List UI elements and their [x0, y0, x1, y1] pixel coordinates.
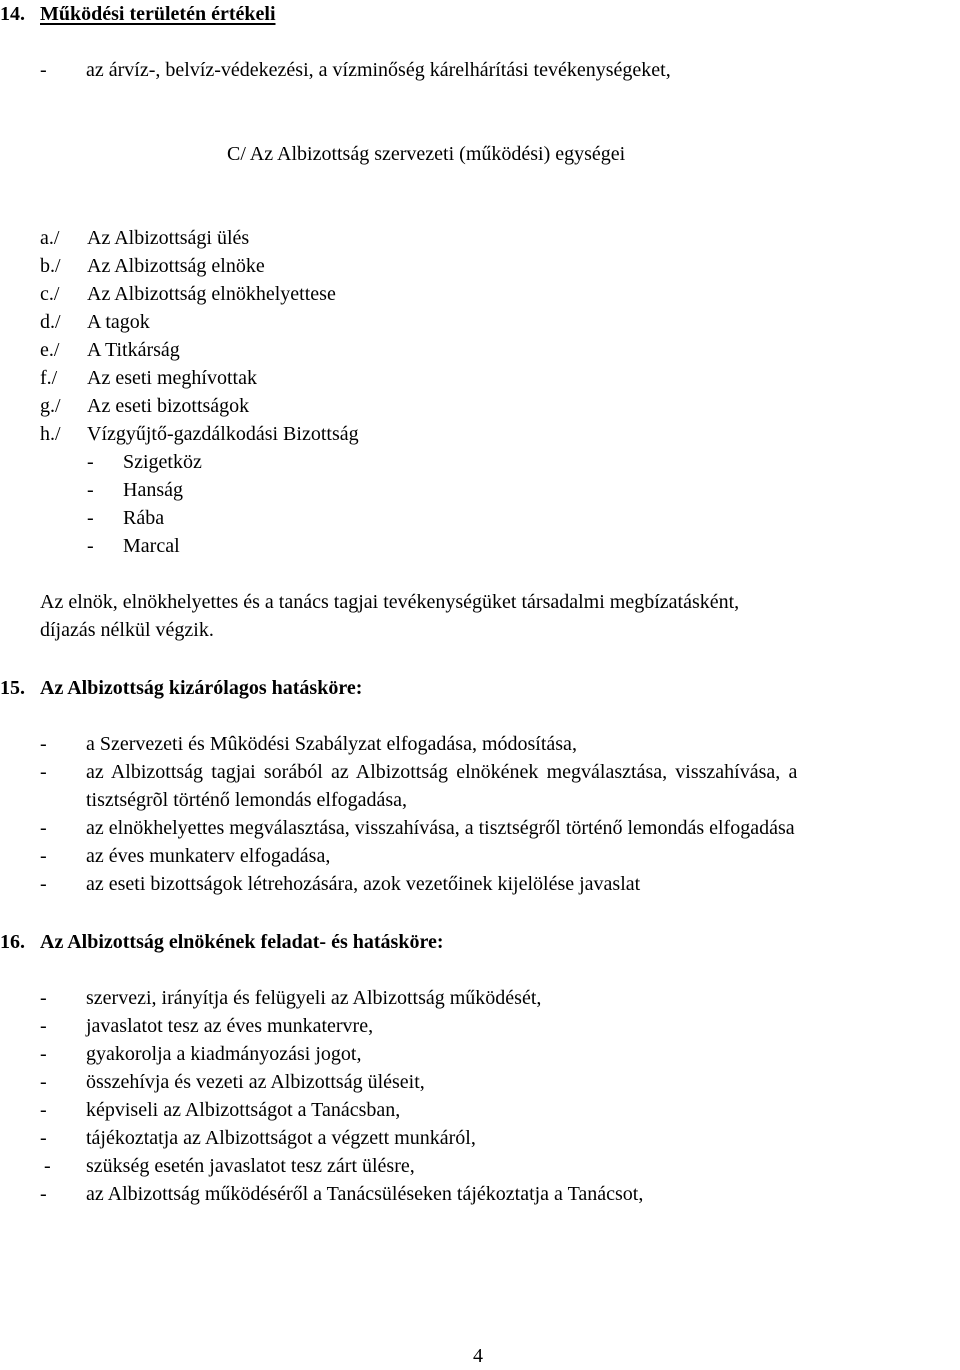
unit-label: c./ [40, 283, 60, 305]
subunit-text: Rába [123, 507, 165, 529]
section-15-item [0, 730, 960, 758]
item-text: az Albizottság működéséről a Tanácsüléseken tájékoztatja a Tanácsot, [86, 1183, 644, 1205]
dash: - [87, 507, 94, 529]
item-text: az árvíz-, belvíz-védekezési, a vízminőség kárelhárítási tevékenységeket, [86, 59, 671, 81]
unit-text: Az Albizottsági ülés [87, 227, 250, 249]
section-16-item [0, 984, 960, 1012]
dash: - [40, 1015, 47, 1037]
unit-label: e./ [40, 339, 60, 361]
section-15-item [0, 842, 960, 870]
dash: - [44, 1155, 51, 1177]
dash: - [40, 873, 47, 895]
dash: - [40, 733, 47, 755]
paragraph-line-1: Az elnök, elnökhelyettes és a tanács tagjai tevékenységüket társadalmi megbízatásként, [40, 591, 740, 613]
section-15-item [0, 758, 960, 786]
dash: - [40, 987, 47, 1009]
unit-text: A tagok [87, 311, 150, 333]
unit-label: d./ [40, 311, 61, 333]
item-text: javaslatot tesz az éves munkatervre, [86, 1015, 374, 1037]
section-16-item [0, 1096, 960, 1124]
item-text: összehívja és vezeti az Albizottság üléseit, [86, 1071, 425, 1093]
unit-text: A Titkárság [87, 339, 180, 361]
dash: - [40, 761, 47, 783]
dash: - [40, 845, 47, 867]
unit-label: a./ [40, 227, 60, 249]
section-16-item [0, 1124, 960, 1152]
unit-text: Az Albizottság elnökhelyettese [87, 283, 336, 305]
unit-text: Az eseti meghívottak [87, 367, 257, 389]
item-text: az elnökhelyettes megválasztása, visszahívása, a tisztségről történő lemondás elfogadása [86, 817, 795, 839]
unit-text: Vízgyűjtő-gazdálkodási Bizottság [87, 423, 359, 445]
subunit-text: Marcal [123, 535, 180, 557]
section-15-item [0, 870, 960, 898]
dash: - [87, 535, 94, 557]
dash: - [40, 1099, 47, 1121]
subunit-text: Szigetköz [123, 451, 202, 473]
item-text: szükség esetén javaslatot tesz zárt ülésre, [86, 1155, 415, 1177]
section-14-title: Működési területén értékeli [40, 3, 276, 25]
item-text: képviseli az Albizottságot a Tanácsban, [86, 1099, 401, 1121]
unit-text: Az eseti bizottságok [87, 395, 250, 417]
unit-text: Az Albizottság elnöke [87, 255, 265, 277]
dash: - [40, 1043, 47, 1065]
section-14-number: 14. [0, 3, 25, 25]
section-16-number: 16. [0, 931, 25, 953]
dash: - [40, 817, 47, 839]
section-16-item [0, 1180, 960, 1208]
section-16-item [0, 1040, 960, 1068]
item-text: gyakorolja a kiadmányozási jogot, [86, 1043, 362, 1065]
paragraph-line-2: díjazás nélkül végzik. [40, 619, 214, 641]
section-15-title: Az Albizottság kizárólagos hatásköre: [40, 677, 363, 699]
page-number: 4 [473, 1345, 483, 1367]
item-text: szervezi, irányítja és felügyeli az Albizottság működését, [86, 987, 542, 1009]
dash: - [87, 479, 94, 501]
dash: - [40, 1071, 47, 1093]
dash: - [40, 59, 47, 81]
unit-label: h./ [40, 423, 61, 445]
item-text: tisztségrõl történő lemondás elfogadása, [86, 789, 408, 811]
section-14-item [0, 56, 960, 84]
unit-label: f./ [40, 367, 58, 389]
item-text: az Albizottság tagjai sorából az Albizottság elnökének megválasztása, visszahívása, a [86, 761, 798, 783]
unit-label: b./ [40, 255, 61, 277]
section-15-item [0, 814, 960, 842]
section-16-item [0, 1152, 960, 1180]
item-text: az eseti bizottságok létrehozására, azok vezetőinek kijelölése javaslat [86, 873, 641, 895]
section-15-number: 15. [0, 677, 25, 699]
section-15-item-continuation [0, 786, 960, 814]
section-16-item [0, 1068, 960, 1096]
unit-label: g./ [40, 395, 61, 417]
section-c-title: C/ Az Albizottság szervezeti (működési) egységei [227, 143, 626, 165]
subunit-text: Hanság [123, 479, 183, 501]
dash: - [87, 451, 94, 473]
item-text: az éves munkaterv elfogadása, [86, 845, 331, 867]
item-text: a Szervezeti és Mûködési Szabályzat elfogadása, módosítása, [86, 733, 577, 755]
section-16-item [0, 1012, 960, 1040]
item-text: tájékoztatja az Albizottságot a végzett munkáról, [86, 1127, 476, 1149]
dash: - [40, 1127, 47, 1149]
section-16-title: Az Albizottság elnökének feladat- és hatásköre: [40, 931, 444, 953]
dash: - [40, 1183, 47, 1205]
